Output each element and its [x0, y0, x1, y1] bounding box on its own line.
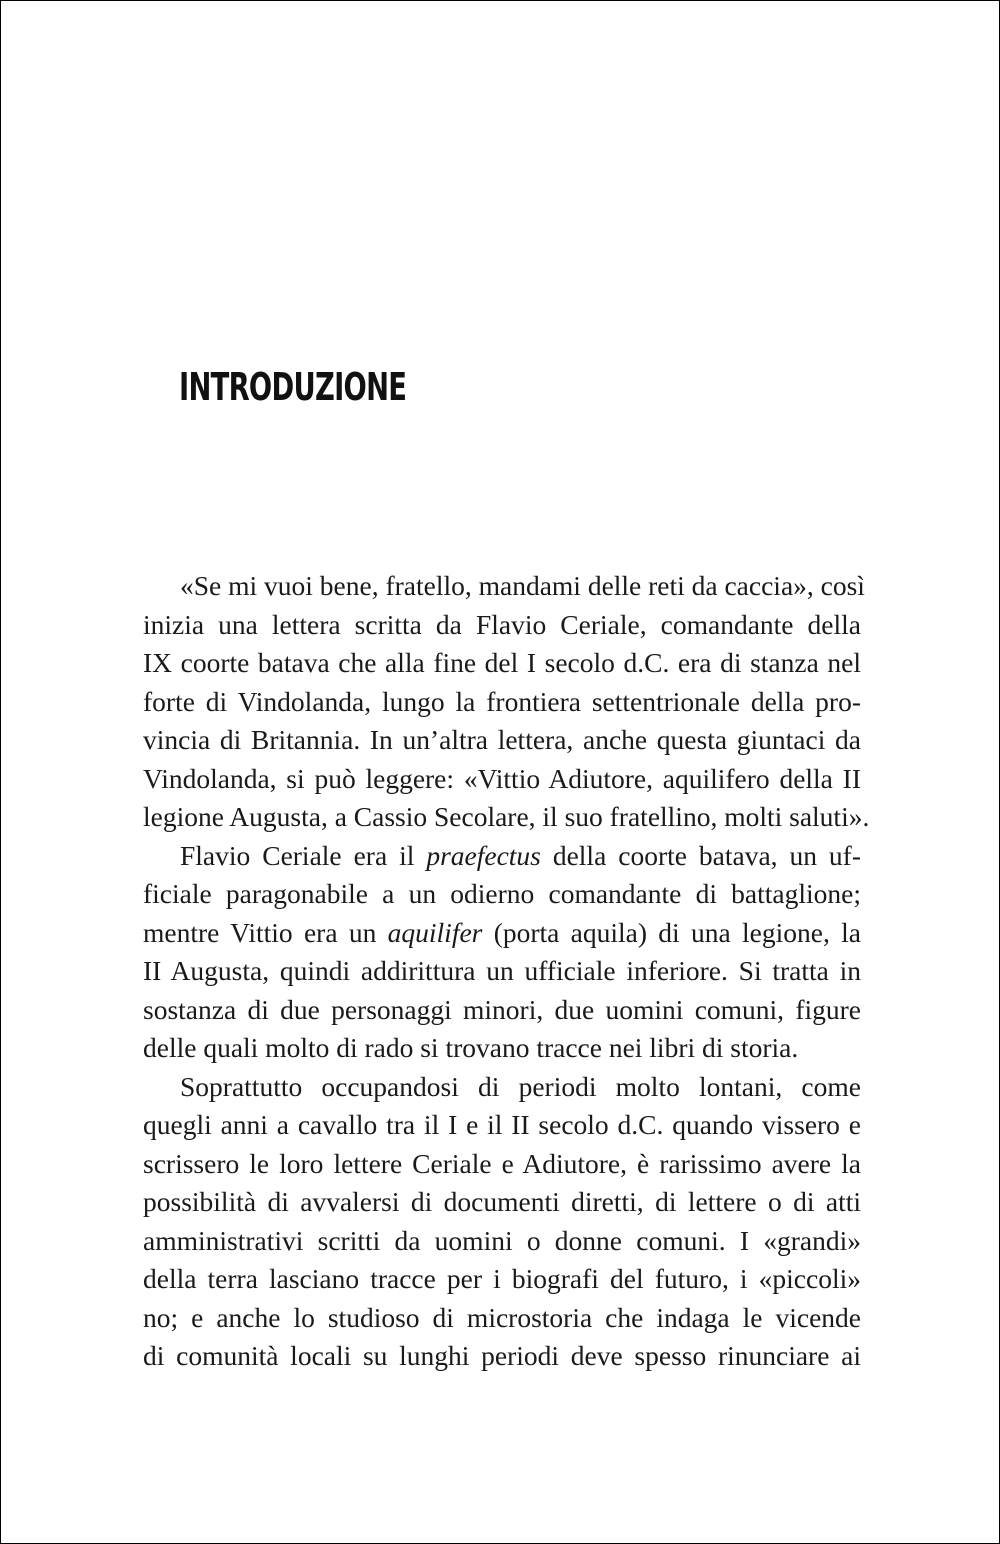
text-line: forte di Vindolanda, lungo la frontiera settentrionale della pro-: [143, 685, 861, 717]
text-line: possibilità di avvalersi di documenti diretti, di lettere o di atti: [143, 1186, 861, 1217]
text-line: no; e anche lo studioso di microstoria che indaga le vicende: [143, 1301, 861, 1333]
text-line: quegli anni a cavallo tra il I e il II secolo d.C. quando vissero e: [143, 1109, 861, 1140]
text-line: Vindolanda, si può leggere: «Vittio Adiutore, aquilifero della II: [143, 762, 861, 794]
text-line: legione Augusta, a Cassio Secolare, il suo fratellino, molti saluti».: [143, 801, 870, 832]
body-text: [143, 567, 870, 1376]
text-line: II Augusta, quindi addirittura un ufficiale inferiore. Si tratta in: [143, 955, 861, 986]
chapter-title: INTRODUZIONE: [179, 365, 407, 409]
text-line: Soprattutto occupandosi di periodi molto lontani, come: [180, 1070, 861, 1102]
text-line: di comunità locali su lunghi periodi deve spesso rinunciare ai: [143, 1340, 861, 1371]
text-line: «Se mi vuoi bene, fratello, mandami delle reti da caccia», così: [180, 570, 865, 601]
latin-term: aquilifer: [387, 916, 483, 948]
text-line: IX coorte batava che alla fine del I secolo d.C. era di stanza nel: [143, 647, 861, 678]
text-line: delle quali molto di rado si trovano tracce nei libri di storia.: [143, 1032, 799, 1063]
latin-term: praefectus: [426, 839, 541, 871]
text-line: della terra lasciano tracce per i biografi del futuro, i «piccoli»: [143, 1263, 861, 1294]
text-line: vincia di Britannia. In un’altra lettera, anche questa giuntaci da: [143, 724, 861, 755]
text-line: sostanza di due personaggi minori, due uomini comuni, figure: [143, 993, 861, 1025]
text-line: mentre Vittio era un aquilifer (porta aquila) di una legione, la: [143, 916, 861, 948]
text-line: amministrativi scritti da uomini o donne comuni. I «grandi»: [143, 1224, 861, 1256]
text-line: scrissero le loro lettere Ceriale e Adiutore, è rarissimo avere la: [143, 1147, 861, 1179]
text-line: Flavio Ceriale era il praefectus della coorte batava, un uf-: [180, 839, 861, 871]
text-line: ficiale paragonabile a un odierno comandante di battaglione;: [143, 878, 861, 909]
text-line: inizia una lettera scritta da Flavio Ceriale, comandante della: [143, 608, 861, 640]
